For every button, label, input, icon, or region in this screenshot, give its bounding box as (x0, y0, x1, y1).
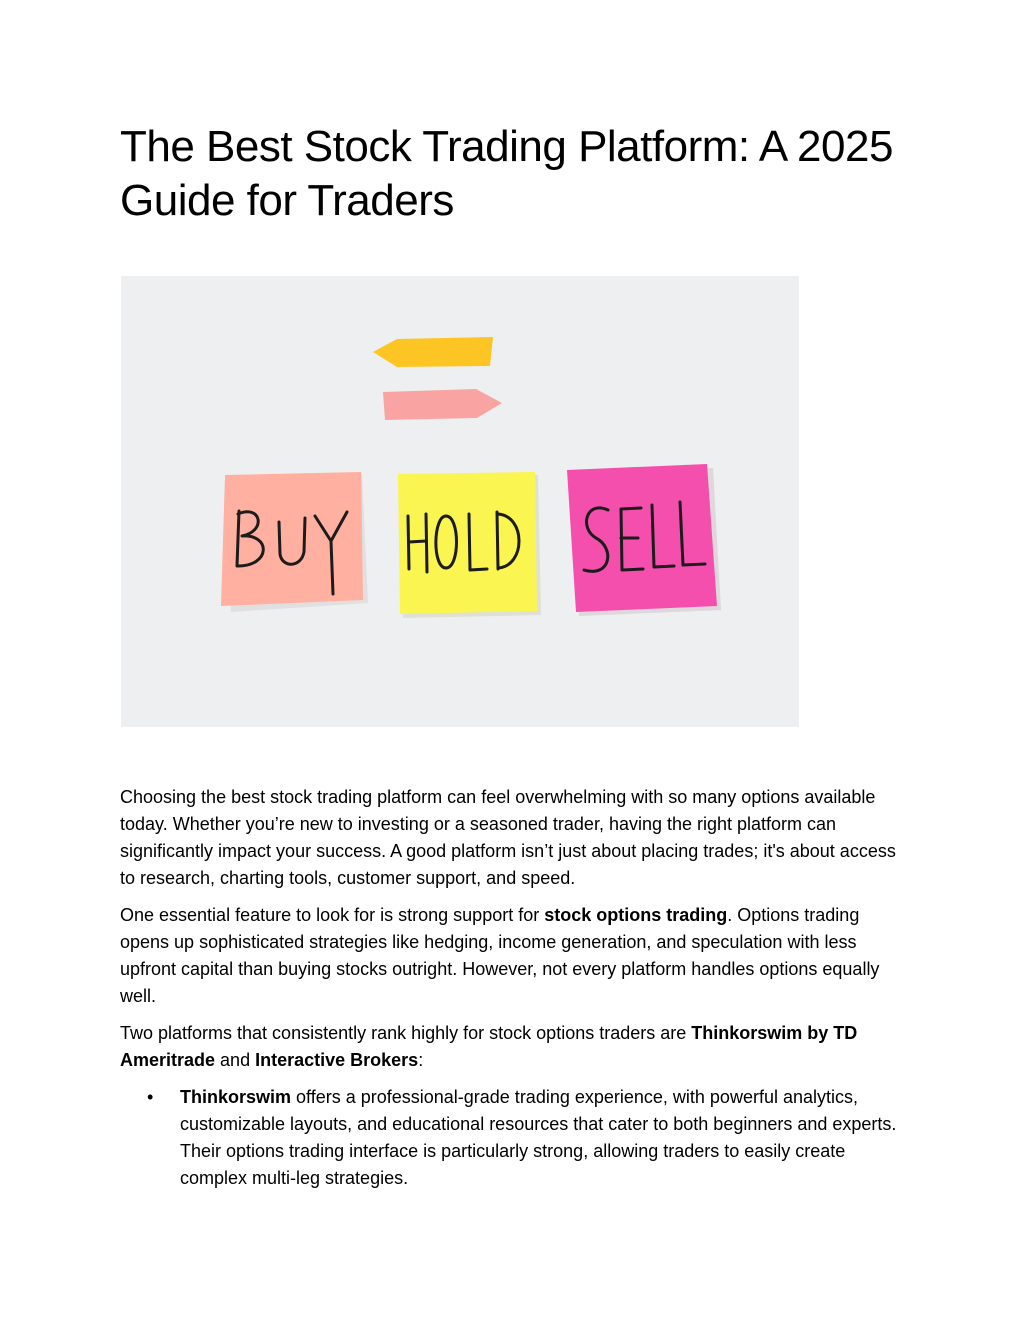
options-text-before: One essential feature to look for is strong support for (120, 905, 545, 925)
hero-image (121, 276, 799, 727)
buy-note (221, 472, 368, 612)
platforms-text-middle: and (215, 1050, 256, 1070)
options-paragraph (120, 902, 900, 1010)
options-bold-term: stock options trading (544, 905, 728, 925)
page-title: The Best Stock Trading Platform: A 2025 Guide for Traders (120, 122, 893, 225)
article-body (120, 784, 900, 1192)
list-item-text: offers a professional-grade trading experience, with powerful analytics, customizable layouts, and educational resources that cater to both beginners and experts. Their options trading interface is particularly strong, allowing traders to easily create complex multi-leg strategies. (180, 1087, 897, 1188)
options-text-after: . Options trading opens up sophisticated strategies like hedging, income generation, and speculation with less upfront capital than buying stocks outright. However, not every platform handles options equally well. (120, 905, 880, 1006)
interactive-brokers-bold: Interactive Brokers (255, 1050, 419, 1070)
bullet-icon: • (147, 1087, 154, 1107)
hold-note (398, 472, 541, 618)
platforms-text-after: : (418, 1050, 424, 1070)
intro-text: Choosing the best stock trading platform can feel overwhelming with so many options available today. Whether you’re new to investing or a seasoned trader, having the right platform can significantly impact your success. A good platform isn’t just about placing trades; it's about access to research, charting tools, customer support, and speed. (120, 787, 896, 888)
sticky-notes-illustration (121, 276, 799, 727)
list-item-bold: Thinkorswim (180, 1087, 292, 1107)
intro-paragraph (120, 784, 900, 892)
platforms-paragraph (120, 1020, 900, 1074)
platforms-text-before: Two platforms that consistently rank highly for stock options traders are (120, 1023, 692, 1043)
thinkorswim-bold: Thinkorswim by TD Ameritrade (120, 1023, 858, 1070)
list-item (120, 1084, 900, 1192)
sell-note (567, 464, 721, 616)
platform-list (120, 1084, 900, 1192)
